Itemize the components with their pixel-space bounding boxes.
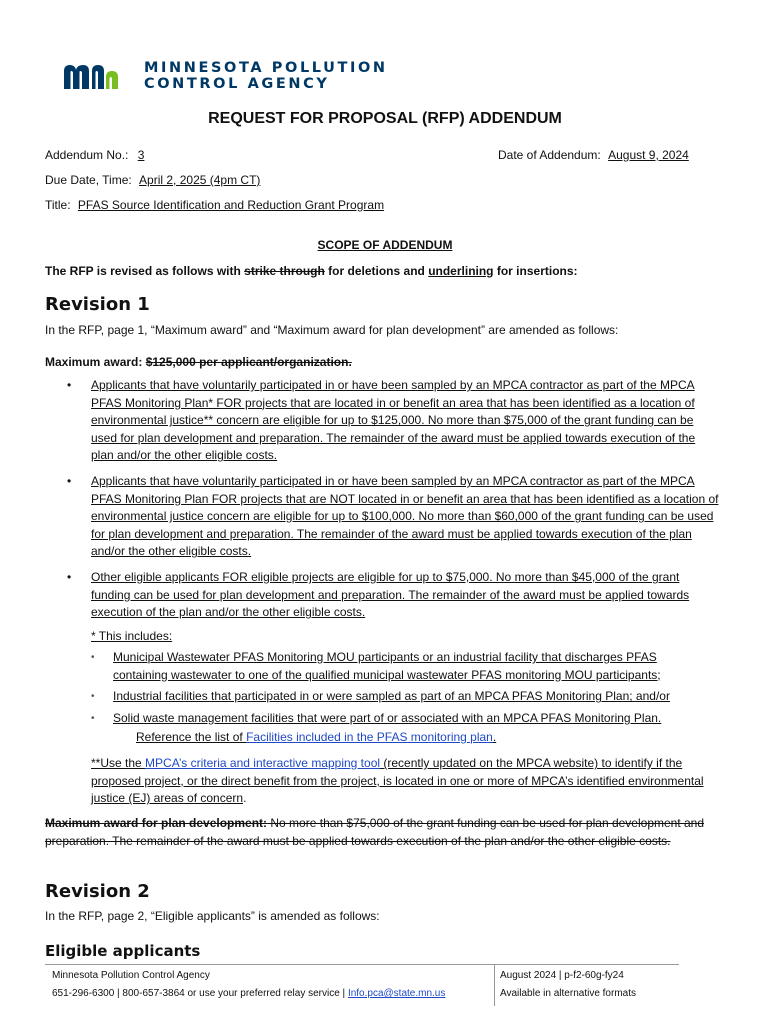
revision-1-heading: Revision 1 (45, 294, 150, 315)
addendum-date-label: Date of Addendum: (498, 148, 601, 162)
revision-2-heading: Revision 2 (45, 881, 150, 902)
footer-phone: 651-296-6300 | 800-657-3864 or use your preferred relay service | (52, 988, 348, 999)
includes-label: * This includes: (91, 629, 173, 643)
scope-heading: SCOPE OF ADDENDUM (317, 238, 453, 252)
scope-strike-example: strike through (244, 264, 325, 278)
footer-alt-formats: Available in alternative formats (500, 988, 636, 999)
logo-line-1: MINNESOTA POLLUTION (144, 60, 388, 76)
footer-date-code: August 2024 | p-f2-60g-fy24 (500, 970, 624, 981)
includes-list (91, 649, 713, 727)
page-title: REQUEST FOR PROPOSAL (RFP) ADDENDUM (208, 110, 562, 127)
ej-note (91, 755, 716, 808)
scope-description (45, 264, 578, 278)
maximum-award-struck: $125,000 per applicant/organization. (145, 355, 352, 369)
list-item (67, 377, 721, 465)
includes-item-1: Municipal Wastewater PFAS Monitoring MOU participants or an industrial facility that discharges PFAS containing wastewater to one of the qualified municipal wastewater PFAS monitoring MOU participants; (113, 650, 661, 682)
revision-2-intro: In the RFP, page 2, “Eligible applicants” is amended as follows: (45, 909, 380, 923)
maximum-award-line (45, 355, 352, 369)
addendum-no-value: 3 (137, 148, 145, 162)
addendum-number (45, 148, 144, 162)
rfp-title-value: PFAS Source Identification and Reduction Grant Program (77, 198, 385, 212)
bullet-icon: • (67, 569, 72, 584)
footer-column-divider (494, 964, 495, 1006)
maximum-award-label: Maximum award: (45, 355, 146, 369)
due-date (45, 173, 260, 187)
scope-text-a: The RFP is revised as follows with (45, 264, 245, 278)
footer-org: Minnesota Pollution Control Agency (52, 970, 210, 981)
plan-development-text: No more than $75,000 of the grant funding can be used for plan development and preparation. The remainder of the award must be applied towards execution of the plan and/or the other eligible costs. (45, 816, 705, 848)
rfp-title (45, 198, 384, 212)
revision-1-intro: In the RFP, page 1, “Maximum award” and “Maximum award for plan development” are amended as follows: (45, 323, 619, 337)
reference-suffix: . (492, 730, 497, 744)
award-tier-2: Applicants that have voluntarily participated in or have been sampled by an MPCA contractor as part of the MPCA PFAS Monitoring Plan FOR projects that are NOT located in or benefit an area that has been identified as a location of environmental justice concern are eligible for up to $100,000. No more than $60,000 of the grant funding can be used for plan development and preparation. The remainder of the award must be applied towards execution of the plan and/or the other eligible costs. (91, 473, 719, 559)
scope-text-c: for insertions: (493, 264, 578, 278)
ej-prefix: **Use the (91, 756, 146, 770)
due-date-label: Due Date, Time: (45, 173, 132, 187)
ej-end: . (243, 791, 247, 806)
bullet-icon: • (67, 378, 72, 392)
ej-text: (recently updated on the MPCA website) to identify if the proposed project, or the direct benefit from the project, is located in one or more of MPCA’s identified environmental justice (EJ) areas of concern (91, 756, 704, 806)
rfp-title-label: Title: (45, 198, 71, 212)
agency-logo (62, 60, 388, 92)
plan-development-label: Maximum award for plan development: (45, 816, 268, 830)
footer-contact (52, 985, 445, 1002)
reference-prefix: Reference the list of (136, 730, 247, 744)
list-item (91, 710, 713, 728)
logo-line-2: CONTROL AGENCY (144, 76, 330, 92)
addendum-no-label: Addendum No.: (45, 148, 129, 162)
ej-mapping-tool-link[interactable]: MPCA’s criteria and interactive mapping tool (145, 756, 381, 770)
eligible-applicants-heading: Eligible applicants (45, 942, 201, 960)
mn-logo-icon (62, 61, 128, 91)
award-tier-3: Other eligible applicants FOR eligible projects are eligible for up to $75,000. No more than $45,000 of the grant funding can be used for plan development and preparation. The remainder of the award must be applied towards execution of the plan and/or the other eligible costs. (91, 569, 690, 620)
reference-line (136, 730, 496, 744)
bullet-icon: • (91, 712, 95, 724)
facilities-list-link[interactable]: Facilities included in the PFAS monitoring plan (246, 730, 493, 744)
addendum-date (498, 148, 689, 162)
bullet-icon: • (91, 652, 95, 663)
footer-email-link[interactable]: Info.pca@state.mn.us (347, 988, 446, 999)
footer-divider (45, 964, 679, 965)
includes-item-3: Solid waste management facilities that were part of or associated with an MPCA PFAS Monitoring Plan. (113, 710, 662, 725)
includes-item-2: Industrial facilities that participated in or were sampled as part of an MPCA PFAS Monitoring Plan; and/or (113, 689, 670, 704)
addendum-date-value: August 9, 2024 (608, 148, 689, 162)
list-item (67, 569, 721, 622)
award-tier-1: Applicants that have voluntarily participated in or have been sampled by an MPCA contractor as part of the MPCA PFAS Monitoring Plan* FOR projects that are located in or benefit an area that has been identified as a location of environmental justice** concern are eligible for up to $125,000. No more than $75,000 of the grant funding can be used for plan development and preparation. The remainder of the award must be applied towards execution of the plan and/or the other eligible costs. (91, 378, 696, 463)
list-item (91, 688, 713, 706)
bullet-icon: • (91, 691, 95, 703)
logo-wordmark (144, 60, 388, 92)
list-item (91, 649, 713, 684)
list-item (67, 473, 721, 561)
award-tier-list (67, 377, 721, 622)
scope-underline-example: underlining (428, 264, 494, 278)
scope-text-b: for deletions and (324, 264, 429, 278)
due-date-value: April 2, 2025 (4pm CT) (139, 173, 261, 187)
bullet-icon: • (67, 473, 72, 488)
plan-development-struck (45, 815, 725, 850)
